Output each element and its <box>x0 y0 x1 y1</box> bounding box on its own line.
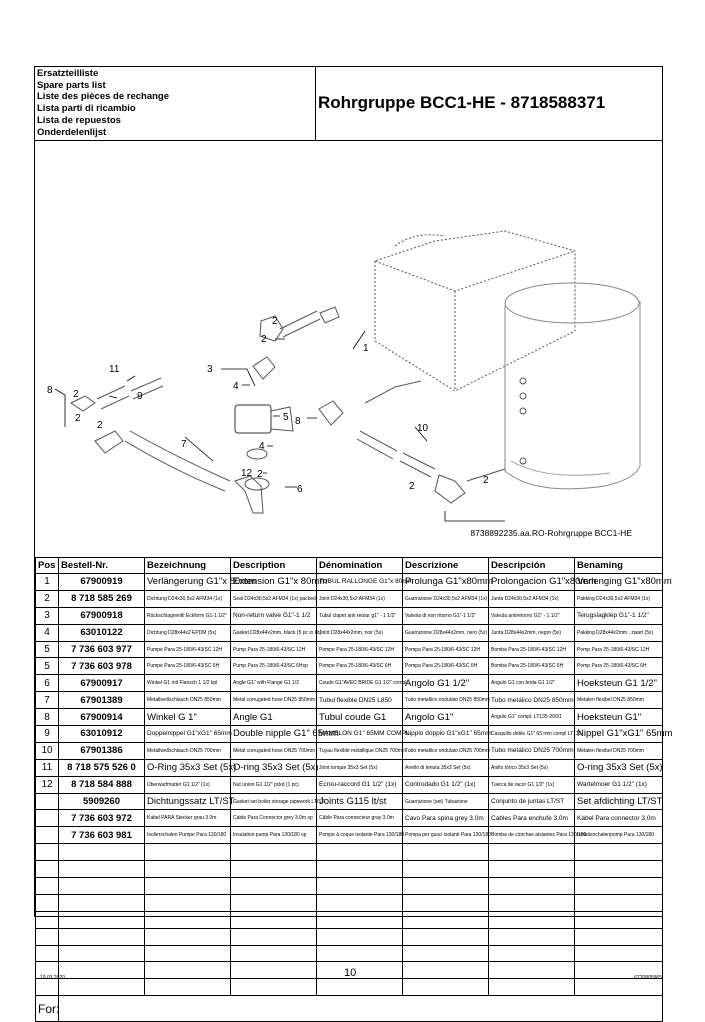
cell-de: Doppelnippel G1"xG1" 65mm <box>145 726 231 743</box>
empty-cell <box>145 962 231 979</box>
sheet-header <box>35 67 662 141</box>
callout-6: 6 <box>297 484 303 495</box>
callout-8: 8 <box>47 385 53 396</box>
cell-nr: 67901389 <box>59 692 145 709</box>
cell-en: Angle G1 <box>231 709 317 726</box>
empty-cell <box>36 911 59 928</box>
cell-it: Controdado G1 1/2" (1x) <box>403 776 489 793</box>
empty-cell <box>317 928 403 945</box>
col-header-order-no: Bestell-Nr. <box>59 558 145 574</box>
empty-cell <box>59 945 145 962</box>
empty-cell <box>403 894 489 911</box>
cell-en: Metal corrugated hose DN25 850mm <box>231 692 317 709</box>
cell-pos: 3 <box>36 607 59 624</box>
cell-fr: Joint D24x30,5x2 AFM34 (1x) <box>317 590 403 607</box>
table-row <box>36 776 663 793</box>
cell-fr: MAMELON G1" 65MM COMPL. <box>317 726 403 743</box>
empty-cell <box>145 928 231 945</box>
cell-es: Bomba de conchas aislantes Para 130/180 <box>489 827 575 844</box>
empty-cell <box>403 911 489 928</box>
empty-cell <box>575 861 663 878</box>
cell-nl: Hoeksteun G1 1/2" <box>575 675 663 692</box>
empty-cell <box>231 911 317 928</box>
cell-nr: 7 736 603 977 <box>59 641 145 658</box>
cell-nr: 67900918 <box>59 607 145 624</box>
empty-cell <box>59 979 145 996</box>
empty-cell <box>575 945 663 962</box>
empty-cell <box>317 878 403 895</box>
cell-pos: 10 <box>36 742 59 759</box>
cell-en: Double nipple G1" 65mm <box>231 726 317 743</box>
cell-de: Kabel PARA Stecker grau 3.0m <box>145 810 231 827</box>
empty-cell <box>489 979 575 996</box>
empty-cell <box>317 945 403 962</box>
cell-it: Cavo Para spina grey 3.0m <box>403 810 489 827</box>
empty-cell <box>489 962 575 979</box>
table-row <box>36 658 663 675</box>
cell-it: Pompa Para 25-180/6-43/SC 12H <box>403 641 489 658</box>
empty-cell <box>36 979 59 996</box>
empty-row <box>36 911 663 928</box>
cell-it: Anello di tenuta 35x3 Set (5x) <box>403 759 489 776</box>
cell-fr: Tubul flexible DN25 L850 <box>317 692 403 709</box>
cell-nl: Pomp Para 25-180/6-43/SC 6H <box>575 658 663 675</box>
cell-nl: Set afdichting LT/ST <box>575 793 663 810</box>
cell-de: Pumpe Para 25-180/6-43/SC 12H <box>145 641 231 658</box>
empty-cell <box>145 945 231 962</box>
table-row <box>36 641 663 658</box>
col-header-es: Descripción <box>489 558 575 574</box>
table-row <box>36 709 663 726</box>
cell-nl: Terugslagklep G1"-1 1/2" <box>575 607 663 624</box>
cell-pos: 2 <box>36 590 59 607</box>
cell-de: Dichtung D24x30,5x2 AFM34 (1x) <box>145 590 231 607</box>
empty-cell <box>36 928 59 945</box>
table-row <box>36 574 663 591</box>
cell-nr: 7 736 603 978 <box>59 658 145 675</box>
table-row <box>36 793 663 810</box>
cell-en: Seal D24x30,5x2 AFM34 (1x) packed <box>231 590 317 607</box>
cell-it: Guarnizione D24x30,5x2 AFM34 (1x) <box>403 590 489 607</box>
cell-pos <box>36 827 59 844</box>
empty-cell <box>403 844 489 861</box>
empty-row <box>36 894 663 911</box>
callout-10: 10 <box>417 423 429 434</box>
cell-de: Dichtungssatz LT/ST <box>145 793 231 810</box>
cell-fr: Pompe Para 25-180/6-43/SC 12H <box>317 641 403 658</box>
empty-cell <box>36 844 59 861</box>
cell-de: Metallwellschlauch DN25 700mm <box>145 742 231 759</box>
callout-2: 2 <box>483 475 489 486</box>
empty-cell <box>59 928 145 945</box>
callout-12: 12 <box>241 468 253 479</box>
empty-cell <box>403 861 489 878</box>
for-row <box>36 996 663 1022</box>
cell-nr: 67900914 <box>59 709 145 726</box>
cell-es: Junta D24x30,5x2 AFM34 (1x) <box>489 590 575 607</box>
cell-pos: 6 <box>36 675 59 692</box>
cell-de: Winkel G1 mit Flansch 1 1/2 kpl <box>145 675 231 692</box>
empty-cell <box>317 962 403 979</box>
cell-de: Überwurfmutter G1 1/2" (1x) <box>145 776 231 793</box>
empty-row <box>36 878 663 895</box>
cell-es: Junta D28x44x2mm, negro (5x) <box>489 624 575 641</box>
empty-cell <box>575 928 663 945</box>
cell-it: Pompa per gusci isolanti Para 130/180 <box>403 827 489 844</box>
cell-de: Metallwellschlauch DN25 850mm <box>145 692 231 709</box>
empty-cell <box>403 979 489 996</box>
cell-pos: 5 <box>36 641 59 658</box>
callout-2: 2 <box>257 469 263 480</box>
cell-nr: 67900917 <box>59 675 145 692</box>
empty-cell <box>317 861 403 878</box>
parts-table <box>35 557 673 1022</box>
cell-fr: Joints G115 lt/st <box>317 793 403 810</box>
empty-cell <box>231 962 317 979</box>
empty-row <box>36 861 663 878</box>
cell-de: Isolierschalen Pumpe Para 130/180 <box>145 827 231 844</box>
table-row <box>36 607 663 624</box>
cell-nr: 7 736 603 981 <box>59 827 145 844</box>
cell-fr: Pompe Para 25-180/6-43/SC 6H <box>317 658 403 675</box>
cell-de: O-Ring 35x3 Set (5x) <box>145 759 231 776</box>
table-row <box>36 759 663 776</box>
exploded-view-svg <box>35 141 662 557</box>
cell-en: O-ring 35x3 Set (5x) <box>231 759 317 776</box>
table-header-row <box>36 558 663 574</box>
cell-nr: 5909260 <box>59 793 145 810</box>
page-number: 10 <box>344 967 357 979</box>
cell-nr: 8 718 584 888 <box>59 776 145 793</box>
table-row <box>36 827 663 844</box>
callout-9: 9 <box>137 391 143 402</box>
cell-fr: Joint torique 35x3 Set (5x) <box>317 759 403 776</box>
callout-2: 2 <box>272 316 278 327</box>
cell-es: Anillo tórico 35x3 Set (5x) <box>489 759 575 776</box>
empty-cell <box>575 894 663 911</box>
empty-cell <box>145 844 231 861</box>
callout-4: 4 <box>259 441 265 452</box>
cell-en: Nut union G1 1/2" pckd (1 pc) <box>231 776 317 793</box>
cell-en: Cable Para Connector grey 3.0m sp <box>231 810 317 827</box>
empty-cell <box>489 928 575 945</box>
empty-cell <box>317 844 403 861</box>
empty-cell <box>36 945 59 962</box>
callout-2: 2 <box>97 420 103 431</box>
table-row <box>36 742 663 759</box>
empty-cell <box>489 945 575 962</box>
cell-en: Gasket set boiler storage pipework LT/ST <box>231 793 317 810</box>
cell-en: Gasket D28x44x2mm, black (5 pc in kit) <box>231 624 317 641</box>
cell-en: Extension G1"x 80mm <box>231 574 317 591</box>
cell-nl: Metalen flexibel DN25 700mm <box>575 742 663 759</box>
cell-fr: Tubul coude G1 <box>317 709 403 726</box>
empty-cell <box>36 894 59 911</box>
empty-cell <box>489 894 575 911</box>
cell-nl: Pomp Para 25-180/6-43/SC 12H <box>575 641 663 658</box>
empty-cell <box>403 928 489 945</box>
empty-cell <box>59 894 145 911</box>
cell-nr: 67901386 <box>59 742 145 759</box>
col-header-de: Bezeichnung <box>145 558 231 574</box>
cell-fr: Joint D28x44x2mm, noir (5x) <box>317 624 403 641</box>
empty-cell <box>575 844 663 861</box>
empty-cell <box>317 911 403 928</box>
parts-table-body <box>36 574 673 1022</box>
col-header-en: Description <box>231 558 317 574</box>
empty-cell <box>36 861 59 878</box>
cell-en: Pump Para 25-180/6-43/SC 12H <box>231 641 317 658</box>
empty-cell <box>403 945 489 962</box>
table-row <box>36 675 663 692</box>
cell-pos <box>36 810 59 827</box>
cell-en: Pump Para 25-180/6-43/SC 6Hsp <box>231 658 317 675</box>
cell-en: Insulation pump Para 130/180 sp <box>231 827 317 844</box>
cell-fr: Coude G1"AVEC BRIDE G1 1/2" compl. <box>317 675 403 692</box>
cell-en: Metal corrugated hose DN25 700mm <box>231 742 317 759</box>
cell-en: Non-return valve G1"-1 1/2 <box>231 607 317 624</box>
cell-es: Angulo G1" compl. LT135-200/1 <box>489 709 575 726</box>
list-title-block <box>35 67 316 140</box>
cell-es: Valvula antiretorno G1" - 1 1/2" <box>489 607 575 624</box>
empty-cell <box>403 878 489 895</box>
cell-es: Bomba Para 25-180/6-43/SC 6H <box>489 658 575 675</box>
cell-es: Tubo metálico DN25 700mm <box>489 742 575 759</box>
callout-11: 11 <box>109 364 120 375</box>
for-field <box>59 996 663 1022</box>
callout-2: 2 <box>75 413 81 424</box>
cell-nr: 63010122 <box>59 624 145 641</box>
callout-5: 5 <box>283 412 289 423</box>
table-row <box>36 590 663 607</box>
list-title-fr: Liste des pièces de rechange <box>37 91 170 103</box>
empty-cell <box>489 878 575 895</box>
empty-cell <box>145 911 231 928</box>
cell-it: Tubo metallico ondulato DN25 850mm <box>403 692 489 709</box>
empty-cell <box>145 894 231 911</box>
cell-de: Dichtung D28x44x2 EPDM (5x) <box>145 624 231 641</box>
cell-de: Verlängerung G1"x 80mm <box>145 574 231 591</box>
cell-es: Angulo G1 con brida G1 1/2" <box>489 675 575 692</box>
for-label: For: <box>36 996 59 1022</box>
cell-de: Rückschlagventil Eckform G1-1 1/2" <box>145 607 231 624</box>
cell-pos: 7 <box>36 692 59 709</box>
callout-2: 2 <box>409 481 415 492</box>
callout-2: 2 <box>261 334 267 345</box>
cell-nl: Pakking D28x44x2mm , zwart (5x) <box>575 624 663 641</box>
empty-cell <box>489 844 575 861</box>
cell-it: Prolunga G1"x80mm <box>403 574 489 591</box>
cell-it: Tubo metallico ondulato DN25 700mm <box>403 742 489 759</box>
cell-fr: TUBUL RALLONGE G1"x 80mm <box>317 574 403 591</box>
empty-cell <box>489 911 575 928</box>
cell-pos: 11 <box>36 759 59 776</box>
cell-nr: 63010912 <box>59 726 145 743</box>
empty-cell <box>231 844 317 861</box>
callout-4: 4 <box>233 381 239 392</box>
cell-nr: 8 718 575 526 0 <box>59 759 145 776</box>
cell-pos: 1 <box>36 574 59 591</box>
list-title-it: Lista parti di ricambio <box>37 103 136 115</box>
empty-cell <box>575 878 663 895</box>
callout-3: 3 <box>207 364 213 375</box>
cell-es: Tubo metálico DN25 850mm <box>489 692 575 709</box>
col-header-it: Descrizione <box>403 558 489 574</box>
empty-cell <box>403 962 489 979</box>
cell-pos: 12 <box>36 776 59 793</box>
cell-nl: Isolatieschalenpomp Para 130/180 <box>575 827 663 844</box>
table-row <box>36 726 663 743</box>
empty-cell <box>231 945 317 962</box>
col-header-fr: Dénomination <box>317 558 403 574</box>
cell-it: Guarnizione (set) Tubazione <box>403 793 489 810</box>
cell-pos: 8 <box>36 709 59 726</box>
empty-cell <box>59 911 145 928</box>
cell-es: Cables Para enchufe 3.0m <box>489 810 575 827</box>
cell-nl: Metalen flexibel DN25 850mm <box>575 692 663 709</box>
empty-row <box>36 928 663 945</box>
empty-cell <box>59 861 145 878</box>
cell-nr: 67900919 <box>59 574 145 591</box>
empty-row <box>36 979 663 996</box>
cell-fr: Câble Para connecteur gray 3.0m <box>317 810 403 827</box>
cell-nl: Pakking D24x30,5x2 AFM34 (1x) <box>575 590 663 607</box>
cell-nr: 8 718 585 269 <box>59 590 145 607</box>
cell-nr: 7 736 603 972 <box>59 810 145 827</box>
exploded-drawing <box>35 141 662 557</box>
document-code: 6720805965 <box>634 975 662 981</box>
cell-pos: 4 <box>36 624 59 641</box>
empty-cell <box>59 878 145 895</box>
callout-8: 8 <box>295 416 301 427</box>
empty-cell <box>231 928 317 945</box>
cell-nl: O-ring 35x3 Set (5x) <box>575 759 663 776</box>
cell-fr: Ecrou-raccord G1 1/2" (1x) <box>317 776 403 793</box>
empty-cell <box>145 979 231 996</box>
empty-cell <box>231 979 317 996</box>
empty-row <box>36 945 663 962</box>
product-title: Rohrgruppe BCC1-HE - 8718588371 <box>318 93 606 112</box>
cell-it: Angolo G1 1/2" <box>403 675 489 692</box>
footer-date: 19.03.2020 <box>40 975 66 981</box>
callout-2: 2 <box>73 389 79 400</box>
cell-it: Guarnizione D28x44x2mm, nero (5x) <box>403 624 489 641</box>
cell-es: Prolongacion G1"x80mm <box>489 574 575 591</box>
cell-it: Valvola di non ritorno G1"-1 1/2" <box>403 607 489 624</box>
cell-de: Pumpe Para 25-180/6-43/SC 6H <box>145 658 231 675</box>
cell-nl: Verlenging G1"x80mm <box>575 574 663 591</box>
callout-1: 1 <box>363 343 369 354</box>
cell-pos <box>36 793 59 810</box>
drawing-caption: 8738892235.aa.RO-Rohrgruppe BCC1-HE <box>470 528 632 538</box>
empty-cell <box>36 878 59 895</box>
list-title-es: Lista de repuestos <box>37 114 121 126</box>
cell-it: Angolo G1" <box>403 709 489 726</box>
empty-row <box>36 844 663 861</box>
empty-cell <box>317 979 403 996</box>
col-header-pos: Pos <box>36 558 59 574</box>
empty-cell <box>59 844 145 861</box>
cell-es: Conjunto de juntas LT/ST <box>489 793 575 810</box>
cell-nl: Hoeksteun G1" <box>575 709 663 726</box>
cell-it: Pompa Para 25-180/6-43/SC 6H <box>403 658 489 675</box>
empty-cell <box>575 979 663 996</box>
table-row <box>36 692 663 709</box>
empty-cell <box>231 878 317 895</box>
empty-cell <box>489 861 575 878</box>
callout-7: 7 <box>181 439 187 450</box>
cell-es: Casquillo doble G1" 65 mm compl LT135- <box>489 726 575 743</box>
cell-pos: 5 <box>36 658 59 675</box>
cell-es: Bomba Para 25-180/6-43/SC 12H <box>489 641 575 658</box>
table-row <box>36 624 663 641</box>
cell-fr: Pompe à coque isolante Para 130/180 <box>317 827 403 844</box>
cell-es: Tuerca de racor G1 1/2" (1x) <box>489 776 575 793</box>
cell-fr: Tuyau flexible métallique DN25 700mm <box>317 742 403 759</box>
cell-pos: 9 <box>36 726 59 743</box>
empty-cell <box>145 878 231 895</box>
list-title-de: Ersatzteilliste <box>37 68 99 79</box>
cell-en: Angle G1" with Flange G1 1/2 <box>231 675 317 692</box>
cell-it: Nipplo doppio G1"xG1" 65mm <box>403 726 489 743</box>
col-header-nl: Benaming <box>575 558 663 574</box>
empty-cell <box>575 911 663 928</box>
cell-nl: Nippel G1"xG1" 65mm <box>575 726 663 743</box>
empty-cell <box>231 894 317 911</box>
cell-nl: Wartelmoer G1 1/2" (1x) <box>575 776 663 793</box>
cell-nl: Kabel Para connector 3.0m <box>575 810 663 827</box>
empty-cell <box>59 962 145 979</box>
cell-de: Winkel G 1" <box>145 709 231 726</box>
empty-cell <box>231 861 317 878</box>
empty-cell <box>317 894 403 911</box>
table-row <box>36 810 663 827</box>
list-title-en: Spare parts list <box>37 79 106 91</box>
cell-fr: Tubul clapet anti retour g1" - 1 1/2" <box>317 607 403 624</box>
empty-cell <box>145 861 231 878</box>
list-title-nl: Onderdelenlijst <box>37 126 107 138</box>
